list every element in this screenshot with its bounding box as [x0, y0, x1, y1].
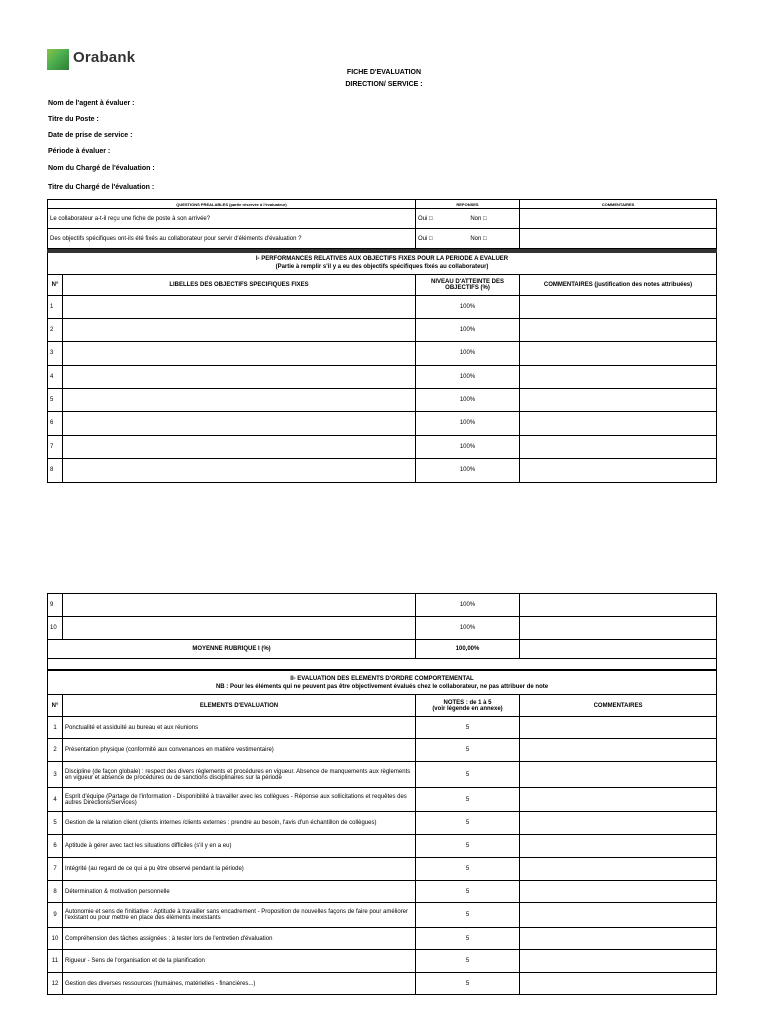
element-text: Autonomie et sens de l'initiative : Aptitude à travailler sans encadrement - Proposition de nouvelles façons de faire pour améliorer l'existant ou pour mettre en place des éléments inexistants	[63, 903, 416, 928]
field-evaluator-name: Nom du Chargé de l'évaluation :	[48, 165, 155, 172]
note-value[interactable]: 5	[416, 739, 520, 762]
table-row	[48, 950, 717, 973]
comment-cell[interactable]	[520, 717, 717, 739]
achievement-value[interactable]: 100%	[416, 388, 520, 411]
row-number: 3	[48, 341, 63, 365]
comment-cell[interactable]	[520, 435, 717, 458]
table-row	[48, 717, 717, 739]
justification-header: COMMENTAIRES (justification des notes attribuées)	[520, 274, 717, 295]
achievement-value[interactable]: 100%	[416, 435, 520, 458]
comment-cell[interactable]	[520, 594, 717, 617]
achievement-value[interactable]: 100%	[416, 594, 520, 617]
row-number: 10	[48, 617, 63, 640]
field-period: Période à évaluer :	[48, 148, 111, 155]
section2-note: NB : Pour les éléments qui ne peuvent pas être objectivement évalués chez le collaborateur, ne pas attribuer de note	[215, 683, 549, 690]
element-text: Rigueur - Sens de l'organisation et de la planification	[63, 950, 416, 973]
comment-cell[interactable]	[520, 858, 717, 881]
note-value[interactable]: 5	[416, 762, 520, 788]
row-number: 5	[48, 812, 63, 835]
row-number: 9	[48, 903, 63, 928]
objective-cell[interactable]	[63, 318, 416, 341]
note-value[interactable]: 5	[416, 903, 520, 928]
table-row	[48, 762, 717, 788]
row-number: 2	[48, 318, 63, 341]
objective-cell[interactable]	[63, 458, 416, 482]
table-row	[48, 295, 717, 318]
table-row	[48, 617, 717, 640]
notes-header	[416, 695, 520, 717]
comment-cell[interactable]	[520, 903, 717, 928]
achievement-value[interactable]: 100%	[416, 365, 520, 388]
objective-cell[interactable]	[63, 594, 416, 617]
table-row	[48, 928, 717, 950]
row-number: 2	[48, 739, 63, 762]
section1-heading	[48, 251, 717, 274]
achievement-value[interactable]: 100%	[416, 341, 520, 365]
achievement-header: NIVEAU D'ATTEINTE DES OBJECTIFS (%)	[416, 274, 520, 295]
objective-cell[interactable]	[63, 388, 416, 411]
table-row	[48, 788, 717, 812]
achievement-value[interactable]: 100%	[416, 318, 520, 341]
row-number: 7	[48, 435, 63, 458]
element-text: Aptitude à gérer avec tact les situations difficiles (s'il y en a eu)	[63, 835, 416, 858]
row-number: 1	[48, 717, 63, 739]
notes-header-line1: NOTES : de 1 à 5	[443, 699, 492, 706]
comment-cell[interactable]	[520, 295, 717, 318]
element-text: Discipline (de façon globale) : respect des divers règlements et procédures en vigueur. Absence de manquements aux règlements en vigueur et absence de procédures ou de sanctions disciplinaires sur la période	[63, 762, 416, 788]
spacer-row	[48, 659, 717, 670]
elements-header: ELEMENTS D'EVALUATION	[63, 695, 416, 717]
comment-cell[interactable]	[520, 365, 717, 388]
table-row	[48, 365, 717, 388]
comment-cell[interactable]	[520, 762, 717, 788]
row-number: 10	[48, 928, 63, 950]
number-header: N°	[48, 695, 63, 717]
comment-cell[interactable]	[520, 928, 717, 950]
row-number: 3	[48, 762, 63, 788]
table-row	[48, 388, 717, 411]
row-number: 6	[48, 835, 63, 858]
note-value[interactable]: 5	[416, 973, 520, 995]
note-value[interactable]: 5	[416, 881, 520, 903]
direction-service-label: DIRECTION/ SERVICE :	[345, 81, 423, 88]
note-value[interactable]: 5	[416, 950, 520, 973]
table-row	[48, 858, 717, 881]
average-row	[48, 640, 717, 659]
orabank-logo-icon	[47, 49, 69, 70]
table-row	[48, 594, 717, 617]
comment-cell[interactable]	[520, 835, 717, 858]
field-evaluator-title: Titre du Chargé de l'évaluation :	[48, 184, 155, 191]
element-text: Détermination & motivation personnelle	[63, 881, 416, 903]
table-row	[48, 903, 717, 928]
note-value[interactable]: 5	[416, 928, 520, 950]
table-row	[48, 739, 717, 762]
objective-cell[interactable]	[63, 411, 416, 435]
achievement-value[interactable]: 100%	[416, 295, 520, 318]
note-value[interactable]: 5	[416, 858, 520, 881]
note-value[interactable]: 5	[416, 717, 520, 739]
comments-header: COMMENTAIRES	[520, 695, 717, 717]
comment-cell[interactable]	[520, 411, 717, 435]
element-text: Présentation physique (conformité aux convenances en matière vestimentaire)	[63, 739, 416, 762]
spacer-cell	[48, 659, 717, 670]
questions-header: QUESTIONS PREALABLES (partie réservée à l'évaluateur)	[48, 200, 416, 209]
number-header: N°	[48, 274, 63, 295]
row-number: 1	[48, 295, 63, 318]
table-row	[48, 435, 717, 458]
objectives-table	[47, 249, 717, 483]
comment-cell[interactable]	[520, 739, 717, 762]
row-number: 11	[48, 950, 63, 973]
row-number: 6	[48, 411, 63, 435]
objective-cell[interactable]	[63, 365, 416, 388]
preliminary-questions-table	[47, 199, 717, 249]
achievement-value[interactable]: 100%	[416, 617, 520, 640]
question-text: Des objectifs spécifiques ont-ils été fixés au collaborateur pour servir d'éléments d'évaluation ?	[48, 229, 416, 249]
objective-cell[interactable]	[63, 617, 416, 640]
oui-checkbox[interactable]: Oui □	[418, 215, 433, 222]
element-text: Ponctualité et assiduité au bureau et aux réunions	[63, 717, 416, 739]
element-text: Compréhension des tâches assignées : à tester lors de l'entretien d'évaluation	[63, 928, 416, 950]
field-agent-name: Nom de l'agent à évaluer :	[48, 100, 135, 107]
comment-cell[interactable]	[520, 881, 717, 903]
table-row	[48, 318, 717, 341]
table-row	[48, 973, 717, 995]
table-row	[48, 812, 717, 835]
response-cell	[416, 229, 520, 249]
table-row	[48, 341, 717, 365]
table-row	[48, 881, 717, 903]
row-number: 7	[48, 858, 63, 881]
behavioral-table	[47, 670, 717, 995]
note-value[interactable]: 5	[416, 835, 520, 858]
average-label: MOYENNE RUBRIQUE I (%)	[48, 640, 416, 659]
objective-cell[interactable]	[63, 295, 416, 318]
form-title: FICHE D'EVALUATION	[346, 69, 422, 76]
oui-checkbox[interactable]: Oui □	[418, 235, 433, 242]
field-start-date: Date de prise de service :	[48, 132, 133, 139]
objectives-table-continued	[47, 593, 717, 670]
row-number: 4	[48, 788, 63, 812]
section2-heading	[48, 671, 717, 695]
achievement-value[interactable]: 100%	[416, 411, 520, 435]
section1-subtitle: (Partie à remplir s'il y a eu des objectifs spécifiques fixés au collaborateur)	[275, 264, 489, 271]
comment-cell[interactable]	[520, 229, 717, 249]
row-number: 5	[48, 388, 63, 411]
comments-header: COMMENTAIRES	[520, 200, 717, 209]
responses-header: REPONSES	[416, 200, 520, 209]
table-row	[48, 411, 717, 435]
non-checkbox[interactable]: Non □	[470, 235, 487, 242]
comment-cell[interactable]	[520, 788, 717, 812]
comment-cell[interactable]	[520, 209, 717, 229]
element-text: Esprit d'équipe (Partage de l'information - Disponibilité à travailler avec les collègues - Réponse aux sollicitations et requêtes des autres Directions/Services)	[63, 788, 416, 812]
comment-cell[interactable]	[520, 458, 717, 482]
objective-cell[interactable]	[63, 435, 416, 458]
element-text: Intégrité (au regard de ce qui a pu être observé pendant la période)	[63, 858, 416, 881]
comment-cell[interactable]	[520, 341, 717, 365]
element-text: Gestion des diverses ressources (humaines, matérielles - financières...)	[63, 973, 416, 995]
row-number: 12	[48, 973, 63, 995]
row-number: 4	[48, 365, 63, 388]
comment-cell[interactable]	[520, 318, 717, 341]
row-number: 9	[48, 594, 63, 617]
row-number: 8	[48, 881, 63, 903]
average-value: 100,00%	[416, 640, 520, 659]
average-comment-cell	[520, 640, 717, 659]
comment-cell[interactable]	[520, 388, 717, 411]
element-text: Gestion de la relation client (clients internes /clients externes : prendre au besoin, l'avis d'un échantillon de collègues)	[63, 812, 416, 835]
comment-cell[interactable]	[520, 950, 717, 973]
comment-cell[interactable]	[520, 617, 717, 640]
achievement-value[interactable]: 100%	[416, 458, 520, 482]
field-job-title: Titre du Poste :	[48, 116, 99, 123]
table-row	[48, 229, 717, 249]
non-checkbox[interactable]: Non □	[470, 215, 487, 222]
section2-title: II- EVALUATION DES ELEMENTS D'ORDRE COMPORTEMENTAL	[290, 675, 474, 682]
response-cell	[416, 209, 520, 229]
comment-cell[interactable]	[520, 973, 717, 995]
row-number: 8	[48, 458, 63, 482]
objectives-header: LIBELLES DES OBJECTIFS SPECIFIQUES FIXES	[63, 274, 416, 295]
table-row	[48, 835, 717, 858]
section1-title: I- PERFORMANCES RELATIVES AUX OBJECTIFS FIXES POUR LA PERIODE A EVALUER	[255, 256, 509, 263]
objective-cell[interactable]	[63, 341, 416, 365]
table-row	[48, 209, 717, 229]
comment-cell[interactable]	[520, 812, 717, 835]
brand-name: Orabank	[73, 49, 136, 66]
question-text: Le collaborateur a-t-il reçu une fiche de poste à son arrivée?	[48, 209, 416, 229]
note-value[interactable]: 5	[416, 812, 520, 835]
note-value[interactable]: 5	[416, 788, 520, 812]
notes-header-line2: (voir légende en annexe)	[432, 705, 503, 712]
table-row	[48, 458, 717, 482]
